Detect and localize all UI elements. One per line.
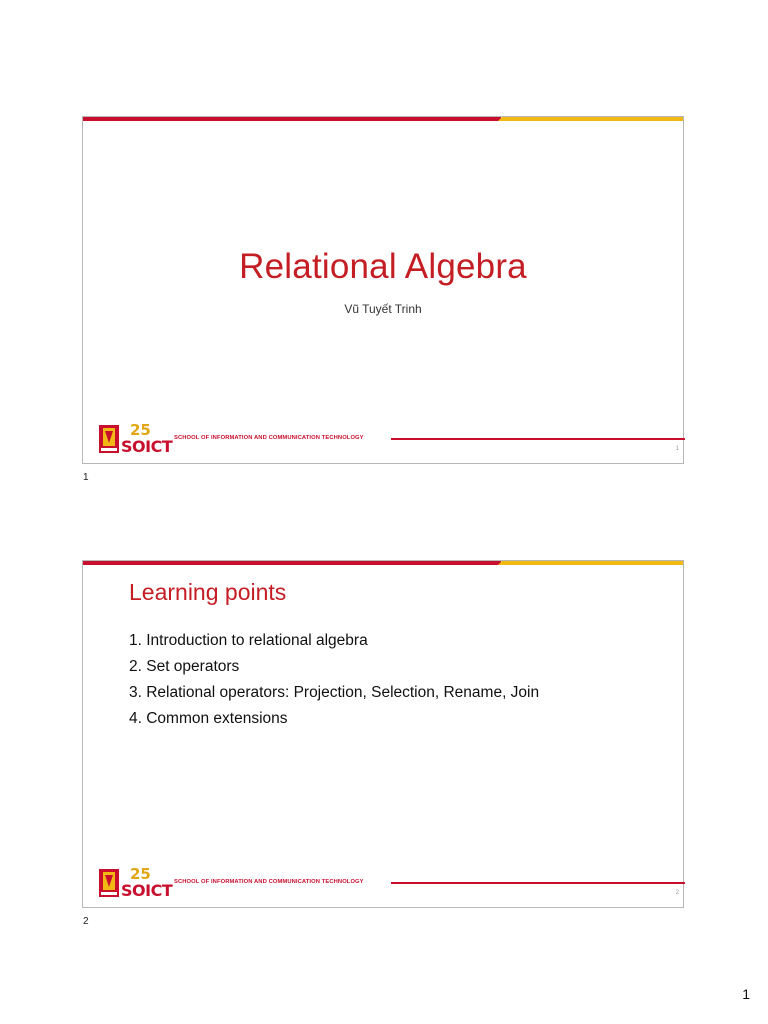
list-item: 4. Common extensions <box>129 710 288 727</box>
slide-title: Relational Algebra <box>239 247 527 286</box>
slide-footer <box>99 865 685 901</box>
slide-caption: 1 <box>83 472 89 483</box>
slide-1 <box>82 116 684 464</box>
slide-page-number: 2 <box>675 890 679 896</box>
list-item: 2. Set operators <box>129 658 240 675</box>
school-name: SCHOOL OF INFORMATION AND COMMUNICATION TECHNOLOGY <box>174 879 364 885</box>
logo-wordmark: SOICT <box>121 881 173 900</box>
document-page-number: 1 <box>742 986 750 1002</box>
slide-title: Learning points <box>129 579 287 605</box>
logo-anniversary-number: 25 <box>130 865 151 883</box>
slide-page-number: 1 <box>675 446 679 452</box>
university-logo-icon <box>99 869 119 897</box>
list-item: 1. Introduction to relational algebra <box>129 632 368 649</box>
slide-caption: 2 <box>83 916 89 927</box>
logo-wordmark: SOICT <box>121 437 173 456</box>
school-name: SCHOOL OF INFORMATION AND COMMUNICATION TECHNOLOGY <box>174 435 364 441</box>
university-logo-icon <box>99 425 119 453</box>
slide-2 <box>82 560 684 908</box>
list-item: 3. Relational operators: Projection, Selection, Rename, Join <box>129 684 540 701</box>
slide-top-bar <box>83 561 683 566</box>
slide-top-bar <box>83 117 683 122</box>
slide-footer <box>99 421 685 457</box>
logo-anniversary-number: 25 <box>130 421 151 439</box>
footer-rule <box>391 438 685 440</box>
slide-author: Vũ Tuyết Trinh <box>344 302 422 316</box>
learning-points-list <box>129 628 539 732</box>
footer-rule <box>391 882 685 884</box>
